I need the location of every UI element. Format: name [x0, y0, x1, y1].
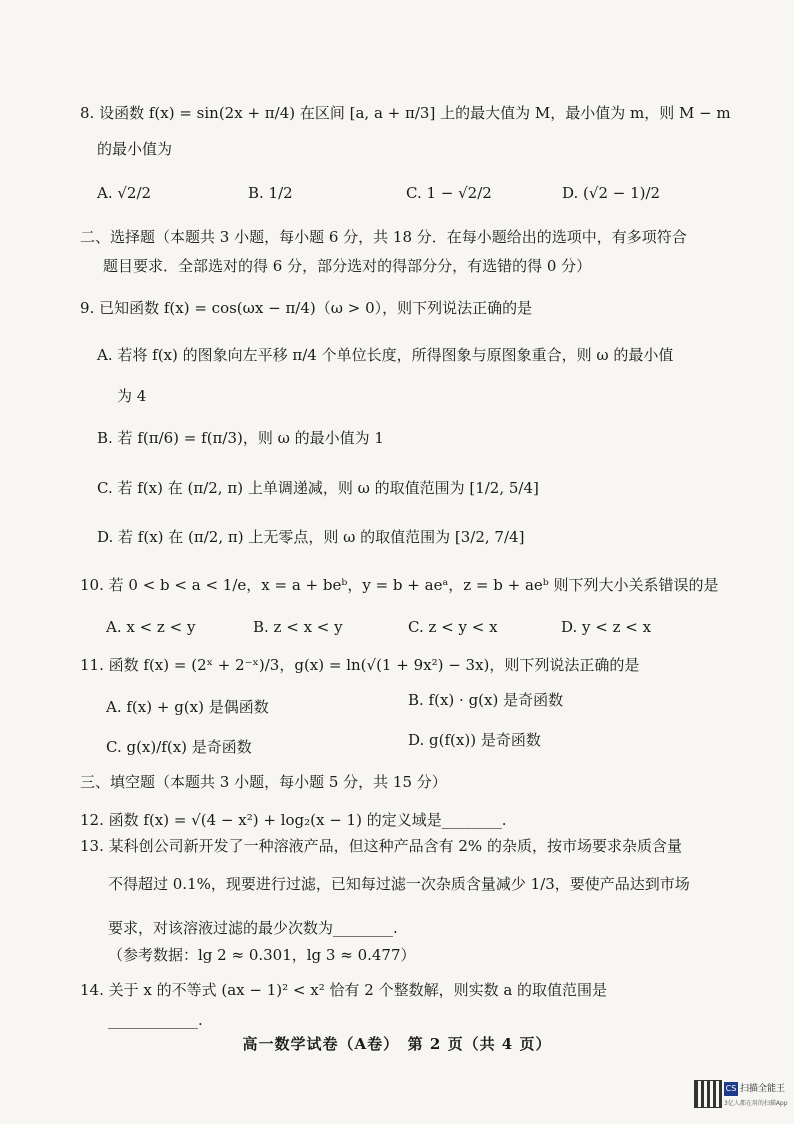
- q10-option-a: A. x < z < y: [106, 618, 196, 636]
- q14-line1: 14. 关于 x 的不等式 (ax − 1)² < x² 恰有 2 个整数解，则实数 a 的取值范围是: [80, 981, 608, 999]
- q11-option-c: C. g(x)/f(x) 是奇函数: [106, 738, 252, 756]
- q11-option-b: B. f(x) · g(x) 是奇函数: [408, 691, 564, 709]
- q8-option-c: C. 1 − √2/2: [406, 184, 492, 202]
- q9-option-a-line1: A. 若将 f(x) 的图象向左平移 π/4 个单位长度，所得图象与原图象重合，则 ω 的最小值: [97, 346, 674, 364]
- q11-option-d: D. g(f(x)) 是奇函数: [408, 731, 541, 749]
- q9-stem: 9. 已知函数 f(x) = cos(ωx − π/4)（ω > 0），则下列说法正确的是: [80, 299, 533, 317]
- q9-option-a-line2: 为 4: [117, 387, 147, 405]
- q9-option-b: B. 若 f(π/6) = f(π/3)，则 ω 的最小值为 1: [97, 429, 384, 447]
- q10-option-b: B. z < x < y: [253, 618, 343, 636]
- q12: 12. 函数 f(x) = √(4 − x²) + log₂(x − 1) 的定义域是________.: [80, 811, 507, 829]
- scanner-watermark: [694, 1080, 790, 1114]
- q8-option-b: B. 1/2: [248, 184, 293, 202]
- q13-line2: 不得超过 0.1%，现要进行过滤，已知每过滤一次杂质含量减少 1/3，要使产品达到市场: [108, 875, 690, 893]
- q13-reference: （参考数据：lg 2 ≈ 0.301，lg 3 ≈ 0.477）: [108, 946, 416, 964]
- page-footer: 高一数学试卷（A卷） 第 2 页（共 4 页）: [242, 1035, 552, 1053]
- q9-option-d: D. 若 f(x) 在 (π/2, π) 上无零点，则 ω 的取值范围为 [3/2, 7/4]: [97, 528, 525, 546]
- q11-stem: 11. 函数 f(x) = (2ˣ + 2⁻ˣ)/3，g(x) = ln(√(1 + 9x²) − 3x)，则下列说法正确的是: [80, 656, 640, 674]
- q8-option-d: D. (√2 − 1)/2: [562, 184, 661, 202]
- scanner-tagline: 3亿人都在用的扫描App: [724, 1100, 788, 1107]
- q8-line1: 8. 设函数 f(x) = sin(2x + π/4) 在区间 [a, a + π/3] 上的最大值为 M，最小值为 m，则 M − m: [80, 104, 731, 122]
- q11-option-a: A. f(x) + g(x) 是偶函数: [106, 698, 269, 716]
- q10-stem: 10. 若 0 < b < a < 1/e，x = a + beᵇ，y = b + aeᵃ，z = b + aeᵇ 则下列大小关系错误的是: [80, 576, 719, 594]
- qr-code-icon: [694, 1080, 722, 1108]
- q10-option-c: C. z < y < x: [408, 618, 498, 636]
- q13-line3: 要求，对该溶液过滤的最少次数为________.: [108, 919, 398, 937]
- q8-line2: 的最小值为: [97, 140, 173, 158]
- section2-line1: 二、选择题（本题共 3 小题，每小题 6 分，共 18 分．在每小题给出的选项中，有多项符合: [80, 228, 687, 246]
- q10-option-d: D. y < z < x: [561, 618, 652, 636]
- section2-line2: 题目要求．全部选对的得 6 分，部分选对的得部分分，有选错的得 0 分）: [103, 257, 592, 275]
- q8-option-a: A. √2/2: [97, 184, 152, 202]
- section3-heading: 三、填空题（本题共 3 小题，每小题 5 分，共 15 分）: [80, 773, 447, 791]
- scanner-name: 扫描全能王: [740, 1084, 786, 1094]
- q13-line1: 13. 某科创公司新开发了一种溶液产品，但这种产品含有 2% 的杂质，按市场要求杂质含量: [80, 837, 682, 855]
- q14-line2: ____________.: [108, 1011, 203, 1029]
- q9-option-c: C. 若 f(x) 在 (π/2, π) 上单调递减，则 ω 的取值范围为 [1/2, 5/4]: [97, 479, 539, 497]
- cs-badge-icon: CS: [724, 1082, 738, 1096]
